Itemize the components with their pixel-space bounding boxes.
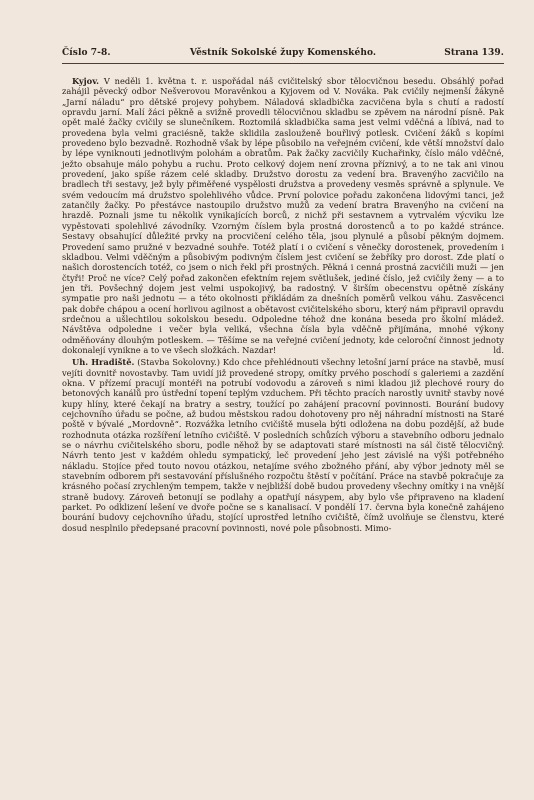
journal-title: Věstník Sokolské župy Komenského.: [189, 48, 377, 58]
article-kyjov: [62, 76, 504, 355]
header-rule: [62, 63, 504, 64]
page-number: Strana 139.: [444, 48, 504, 58]
issue-number: Číslo 7-8.: [62, 48, 111, 58]
article-lead: Uh. Hradiště.: [72, 357, 135, 368]
article-text: (Stavba Sokolovny.) Kdo chce přehlédnouti všechny letošní jarní práce na stavbě, musí vejíti dovnitř novostavby. Tam uvidí již provedené stropy, omítky prvého poschodí s galeriemi a zazdění okna. V přízemí pracují montéři na potrubí vodovodu a zároveň s nimi kladou již plechové roury do betonových kanálů pro ústřední topení teplým vzduchem. Při těchto pracích narostly uvnitř stavby nové kupy hlíny, které čekají na bratry a sestry, toužící po zahájení pracovní povinnosti. Bourání budovy cejchovního úřadu se počne, až budou městskou radou dohotoveny pro něj náhradní místnosti na Staré poště v bývalé „Mordovně“. Rozvážka letního cvičiště musela býti odložena na dobu pozdější, až bude rozhodnuta otázka rozšíření letního cvičiště. V posledních schůzích výboru a stavebního odboru jednalo se o návrhu cvičitelského sboru, podle něhož by se adaptovati staré místnosti na sál čistě tělocvičný. Návrh tento jest v každém ohledu sympatický, leč provedení jeho jest závislé na výši potřebného nákladu. Stojíce před touto novou otázkou, netajíme svého zbožného přání, aby výbor jednoty měl se stavebním odborem při sestavování příslušného rozpočtu štěstí v počítání. Práce na stavbě pokračuje za krásného počasí zrychleným tempem, takže v nejbližší době budou provedeny všechny omítky i na vnější straně budovy. Zároveň betonují se podlahy a opatřují násypem, aby bylo vše připraveno na kladení parket. Po odklizení lešení ve dvoře počne se s kanalisací. V pondělí 17. června byla konečně zahájeno bourání budovy cejchovního úřadu, stojící uprostřed letního cvičiště, čímž uvolňuje se členstvu, které dosud nesplnilo předepsané pracovní povinnosti, nové pole působnosti. Mimo-: [62, 357, 504, 533]
article-uh-hradiste: [62, 357, 504, 533]
article-body: [62, 76, 504, 533]
running-header: [62, 48, 504, 62]
article-lead: Kyjov.: [72, 76, 100, 86]
article-signature: ld.: [493, 344, 504, 355]
article-text: V neděli 1. května t. r. uspořádal náš cvičitelský sbor tělocvičnou besedu. Obsáhlý pořad zahájil pěvecký odbor Nešverovou Moravěnkou a Kyjovem od V. Nováka. Pak cvičily nejmenší žákyně „Jarní náladu“ pro dětské projevy pohybem. Náladová skladbička zacvičena byla s chutí a radostí opravdu jarní. Malí žáci pěkně a svižně provedli tělocvičnou skladbu se zpěvem na národní písně. Pak opět malé žačky cvičily se slunečníkem. Roztomilá skladbička sama jest velmi vděčná a líbivá, nad to provedena byla velmi graciésně, takže sklidila zaslouženě bouřlivý potlesk. Cvičení žáků s kopími provedeno bylo bezvadně. Rozhodně však by lépe působilo na veřejném cvičení, kde větší množství dalo by lépe vyniknouti jednotlivým polohám a obratům. Pak žačky zacvičily Kuchařinky, číslo málo vděčné, ježto obsahuje málo pohybu a ruchu. Proto celkový dojem není zrovna příznivý, a to ne tak ani vinou provedení, jako spíše rázem celé skladby. Družstvo dorostu za vedení bra. Bravenýho zacvičilo na bradlech tři sestavy, jež byly přiměřené vyspělosti družstva a provedeny vesměs správně a splynule. Ve svém vedoucím má družstvo spolehlivého vůdce. První polovice pořadu zakončena lidovými tanci, jež zatančily žačky. Po přestávce nastoupilo družstvo mužů za vedení bratra Bravenýho na cvičení na hrazdě. Poznali jsme tu několik vynikajících borců, z nichž při sestavnem a vytrvalém výcviku lze vypěstovati spolehlivé závodníky. Vzorným číslem byla prostná dorostenců a to po každé stránce. Sestavy obsahující důležité prvky na procvičení celého těla, jsou plynulé a působí pěkným dojmem. Provedení samo pružné v bezvadné souhře. Totéž platí i o cvičení s věnečky dorostenek, provedením i skladbou. Velmi vděčným a působivým podivným číslem jest cvičení se žebříky pro dorost. Zde platí o našich dorostencích totéž, co jsem o nich řekl při prostných. Pěkná i cenná prostná zacvičili muži — jen čtyři! Proč ne více? Celý pořad zakončen efektním rejem světlušek, jediné číslo, jež cvičily ženy — a to jen tři. Povšechný dojem jest velmi uspokojivý, ba radostný. V širším obecenstvu opětně získány sympatie pro naši jednotu — a této okolnosti přikládám za dnešních poměrů velkou váhu. Zasvěcenci pak dobře chápou a ocení horlivou agilnost a obětavost cvičitelského sboru, který nám připravil opravdu srdečnou a ušlechtilou sokolskou besedu. Odpoledne téhož dne konána beseda pro školní mládež. Návštěva odpoledne i večer byla veliká, všechna čísla byla vděčně přijímána, mnohé výkony odměňovány dlouhým potleskem. — Těšíme se na veřejné cvičení jednoty, kde celoroční činnost jednoty dokonalejí vynikne a to ve všech složkách. Nazdar!: [62, 76, 504, 355]
